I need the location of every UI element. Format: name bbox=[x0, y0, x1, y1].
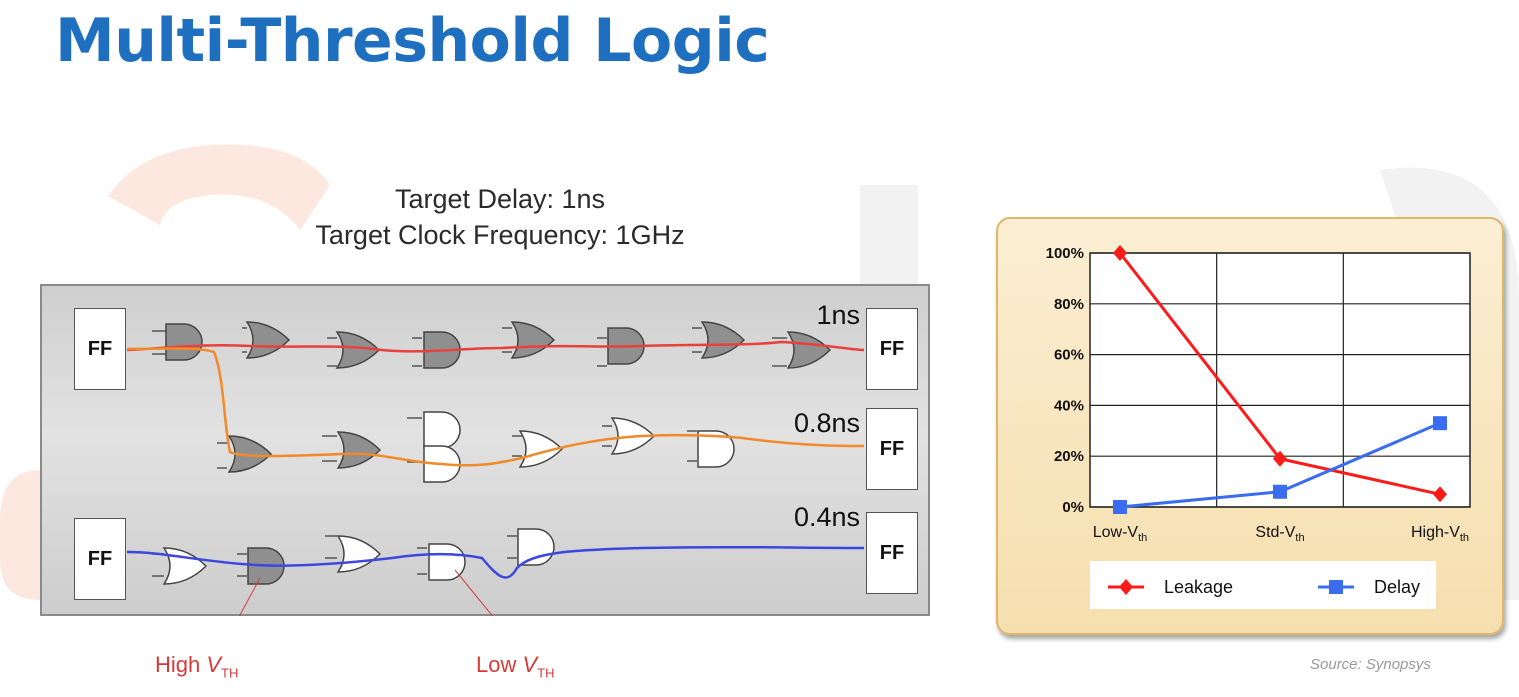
y-tick-label: 20% bbox=[1053, 448, 1084, 466]
target-delay-label: Target Delay: 1ns bbox=[394, 184, 606, 214]
flip-flop-in-3: FF bbox=[74, 518, 126, 600]
x-tick-label: Std-$V_{th}$ bbox=[1255, 524, 1305, 544]
x-tick-label: High-$V_{th}$ bbox=[1410, 524, 1470, 544]
or-gate-high-vth bbox=[512, 322, 554, 358]
slide-title: Multi-Threshold Logic bbox=[55, 6, 770, 76]
flip-flop-out-3: FF bbox=[866, 512, 918, 594]
y-tick-label: 80% bbox=[1053, 295, 1084, 313]
and-gate-low-vth bbox=[518, 529, 554, 565]
flip-flop-in-1: FF bbox=[74, 308, 126, 390]
or-gate-high-vth bbox=[247, 322, 289, 358]
source-citation: Source: Synopsys bbox=[1310, 656, 1431, 673]
flip-flop-out-1: FF bbox=[866, 308, 918, 390]
leakage-delay-chart bbox=[998, 219, 1502, 633]
leakage-delay-chart-panel bbox=[996, 217, 1504, 635]
y-tick-label: 60% bbox=[1053, 346, 1084, 364]
path-delay-1ns: 1ns bbox=[816, 300, 860, 330]
legend-label-delay: Delay bbox=[1374, 577, 1421, 597]
y-tick-label: 100% bbox=[1045, 245, 1084, 262]
path-delay-0.8ns: 0.8ns bbox=[793, 408, 860, 438]
target-frequency-label: Target Clock Frequency: 1GHz bbox=[315, 220, 685, 250]
y-tick-label: 0% bbox=[1062, 499, 1084, 516]
legend-marker-delay bbox=[1329, 580, 1343, 594]
data-point-delay bbox=[1113, 500, 1127, 514]
path-delay-0.4ns: 0.4ns bbox=[793, 502, 860, 532]
or-gate-high-vth bbox=[338, 432, 380, 468]
and-gate-low-vth bbox=[424, 412, 460, 448]
path-1ns-line bbox=[127, 342, 864, 351]
legend-label-leakage: Leakage bbox=[1164, 577, 1234, 597]
low-vth-annotation: Low $V_{TH}$ bbox=[476, 652, 555, 681]
or-gate-low-vth bbox=[164, 548, 206, 584]
high-vth-annotation: High $V_{TH}$ bbox=[155, 652, 239, 681]
gate-paths bbox=[42, 286, 930, 616]
and-gate-high-vth bbox=[166, 324, 202, 360]
and-gate-low-vth bbox=[429, 544, 465, 580]
data-point-delay bbox=[1433, 416, 1447, 430]
circuit-diagram bbox=[40, 284, 930, 616]
or-gate-high-vth bbox=[702, 322, 744, 358]
path-0.4ns-line bbox=[127, 547, 864, 577]
x-tick-label: Low-$V_{th}$ bbox=[1092, 524, 1148, 544]
flip-flop-out-2: FF bbox=[866, 408, 918, 490]
plot-area bbox=[1090, 253, 1470, 507]
or-gate-high-vth bbox=[788, 332, 830, 368]
or-gate-low-vth bbox=[338, 536, 380, 572]
data-point-delay bbox=[1273, 485, 1287, 499]
y-tick-label: 40% bbox=[1053, 397, 1084, 415]
